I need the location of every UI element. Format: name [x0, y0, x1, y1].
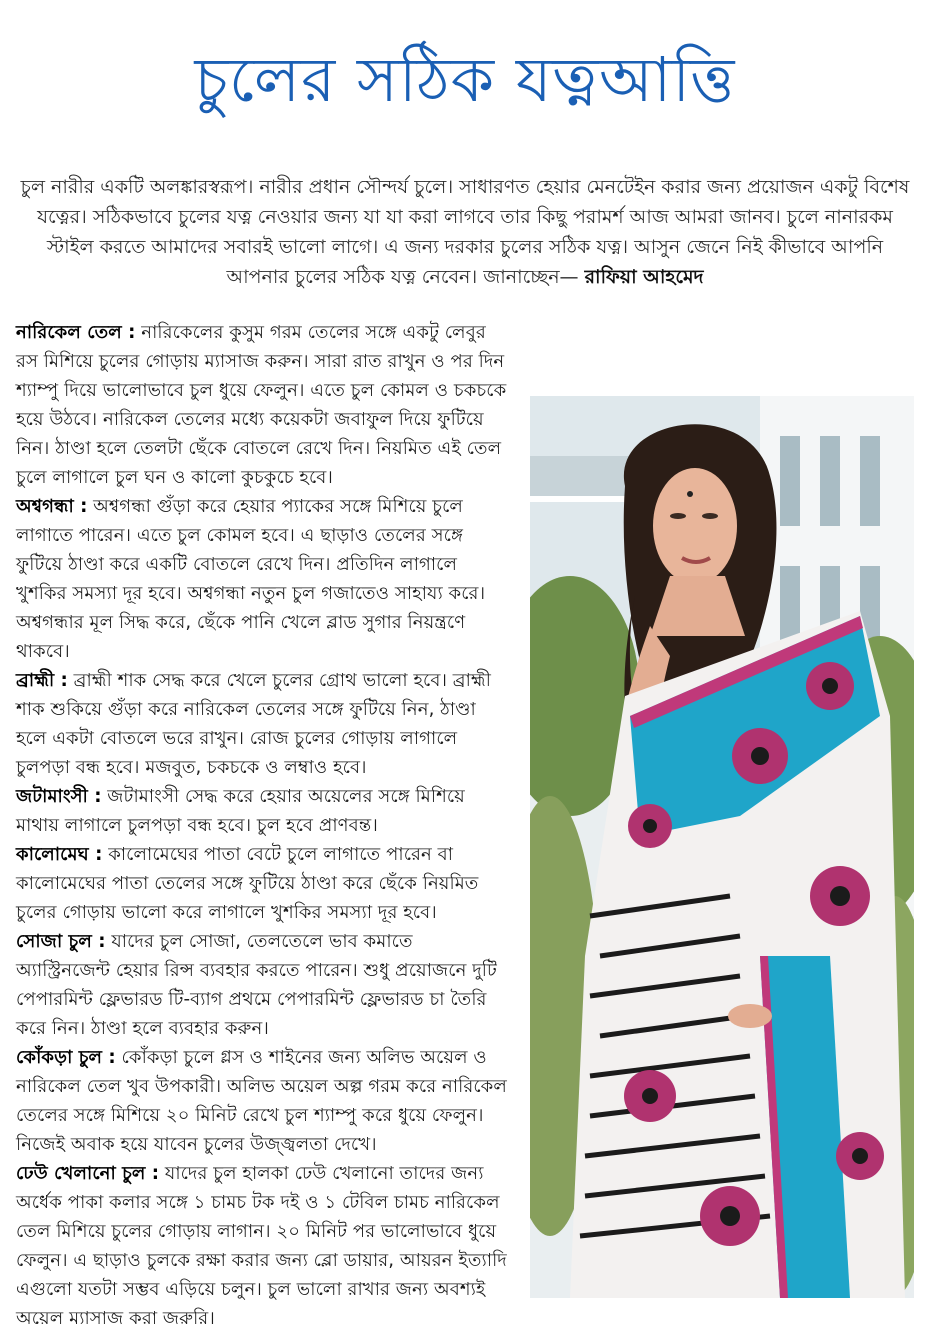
tip-kalomegh	[16, 844, 478, 923]
tip-text: নারিকেলের কুসুম গরম তেলের সঙ্গে একটু লেবুর রস মিশিয়ে চুলের গোড়ায় ম্যাসাজ করুন। সারা রাত রাখুন ও পর দিন শ্যাম্পু দিয়ে ভালোভাবে চুল ধুয়ে ফেলুন। এতে চুল কোমল ও চকচকে হয়ে উঠবে। নারিকেল তেলের মধ্যে কয়েকটা জবাফুল দিয়ে ফুটিয়ে নিন। ঠাণ্ডা হলে তেলটা ছেঁকে বোতলে রেখে দিন। নিয়মিত এই তেল চুলে লাগালে চুল ঘন ও কালো কুচকুচে হবে।	[16, 322, 507, 488]
headline: চুলের সঠিক যত্নআত্তি	[194, 43, 736, 116]
tip-text: ব্রাহ্মী শাক সেদ্ধ করে খেলে চুলের গ্রোথ ভালো হবে। ব্রাহ্মী শাক শুকিয়ে গুঁড়া করে নারিকেল তেলের সঙ্গে ফুটিয়ে নিন, ঠাণ্ডা হলে একটা বোতলে ভরে রাখুন। রোজ চুলের গোড়ায় লাগালে চুলপড়া বন্ধ হবে। মজবুত, চকচকে ও লম্বাও হবে।	[16, 670, 491, 778]
model-saree-illustration	[530, 396, 914, 1298]
tip-text: কালোমেঘের পাতা বেটে চুলে লাগাতে পারেন বা কালোমেঘের পাতা তেলের সঙ্গে ফুটিয়ে ঠাণ্ডা করে ছেঁকে নিয়মিত চুলের গোড়ায় ভালো করে লাগালে খুশকির সমস্যা দূর হবে।	[16, 844, 479, 923]
tip-text: যাদের চুল হালকা ঢেউ খেলানো তাদের জন্য অর্ধেক পাকা কলার সঙ্গে ১ চামচ টক দই ও ১ টেবিল চামচ নারিকেল তেল মিশিয়ে চুলের গোড়ায় লাগান। ২০ মিনিট পর ভালোভাবে ধুয়ে ফেলুন। এ ছাড়াও চুলকে রক্ষা করার জন্য ব্লো ডায়ার, আয়রন ইত্যাদি এগুলো যতটা সম্ভব এড়িয়ে চলুন। চুল ভালো রাখার জন্য অবশ্যই অয়েল ম্যাসাজ করা জরুরি।	[16, 1163, 507, 1329]
tip-curly-hair	[16, 1047, 507, 1155]
tip-straight-hair	[16, 931, 497, 1039]
tip-title: ঢেউ খেলানো চুল :	[16, 1163, 160, 1184]
intro-text: চুল নারীর একটি অলঙ্কারস্বরূপ। নারীর প্রধান সৌন্দর্য চুলে। সাধারণত হেয়ার মেনটেইন করার জন্য প্রয়োজন একটু বিশেষ যত্নের। সঠিকভাবে চুলের যত্ন নেওয়ার জন্য যা যা করা লাগবে তার কিছু পরামর্শ আজ আমরা জানব। চুলে নানারকম স্টাইল করতে আমাদের সবারই ভালো লাগে। এ জন্য দরকার চুলের সঠিক যত্ন। আসুন জেনে নিই কীভাবে আপনি আপনার চুলের সঠিক যত্ন নেবেন। জানাচ্ছেন—	[20, 176, 910, 288]
tip-text: যাদের চুল সোজা, তেলতেলে ভাব কমাতে অ্যাস্ট্রিনজেন্ট হেয়ার রিন্স ব্যবহার করতে পারেন। শুধু প্রয়োজনে দুটি পেপারমিন্ট ফ্লেভারড টি-ব্যাগ প্রথমে পেপারমিন্ট ফ্লেভারড চা তৈরি করে নিন। ঠাণ্ডা হলে ব্যবহার করুন।	[16, 931, 497, 1039]
tip-title: নারিকেল তেল :	[16, 322, 136, 343]
tip-text: অশ্বগন্ধা গুঁড়া করে হেয়ার প্যাকের সঙ্গে মিশিয়ে চুলে লাগাতে পারেন। এতে চুল কোমল হবে। এ ছাড়াও তেলের সঙ্গে ফুটিয়ে ঠাণ্ডা করে একটি বোতলে রেখে দিন। প্রতিদিন লাগালে খুশকির সমস্যা দূর হবে। অশ্বগন্ধা নতুন চুল গজাতেও সাহায্য করে। অশ্বগন্ধার মূল সিদ্ধ করে, ছেঁকে পানি খেলে ব্লাড সুগার নিয়ন্ত্রণে থাকবে।	[16, 496, 486, 662]
article-body	[16, 318, 914, 1333]
tip-title: ব্রাহ্মী :	[16, 670, 68, 691]
tip-title: কালোমেঘ :	[16, 844, 103, 865]
tip-ashwagandha	[16, 496, 485, 662]
tip-title: জটামাংসী :	[16, 786, 102, 807]
tip-wavy-hair	[16, 1163, 507, 1329]
tip-text: কোঁকড়া চুলে গ্লস ও শাইনের জন্য অলিভ অয়েল ও নারিকেল তেল খুব উপকারী। অলিভ অয়েল অল্প গরম করে নারিকেল তেলের সঙ্গে মিশিয়ে ২০ মিনিট রেখে চুল শ্যাম্পু করে ধুয়ে ফেলুন। নিজেই অবাক হয়ে যাবেন চুলের উজ্জ্বলতা দেখে।	[16, 1047, 507, 1155]
author-name: রাফিয়া আহমেদ	[584, 266, 704, 288]
tip-title: সোজা চুল :	[16, 931, 106, 952]
model-photo	[530, 396, 914, 1298]
tip-coconut-oil	[16, 322, 506, 488]
tip-title: অশ্বগন্ধা :	[16, 496, 88, 517]
tip-text: জটামাংসী সেদ্ধ করে হেয়ার অয়েলের সঙ্গে মিশিয়ে মাথায় লাগালে চুলপড়া বন্ধ হবে। চুল হবে প্রাণবন্ত।	[16, 786, 465, 836]
tip-brahmi	[16, 670, 491, 778]
tip-title: কোঁকড়া চুল :	[16, 1047, 116, 1068]
intro-paragraph	[20, 172, 910, 292]
tip-jatamansi	[16, 786, 465, 836]
